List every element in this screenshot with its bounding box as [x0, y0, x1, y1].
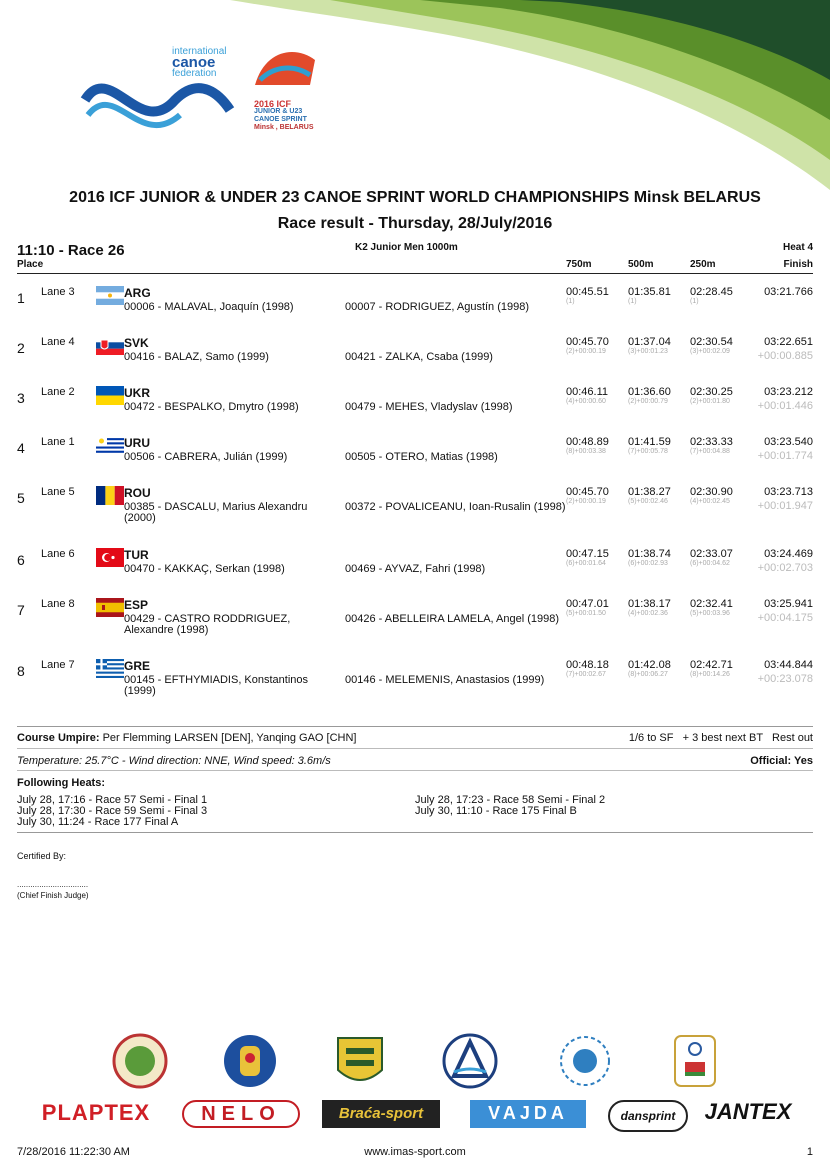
finish-time: 03:25.941	[764, 598, 813, 610]
result-nation: URU	[124, 436, 150, 450]
split-250-rank: (3)+00:02.09	[690, 348, 730, 355]
split-500: 01:38.17	[628, 598, 671, 610]
footer-url[interactable]: www.imas-sport.com	[364, 1146, 466, 1158]
split-250: 02:28.45	[690, 286, 733, 298]
split-500-rank: (6)+00:02.93	[628, 560, 668, 567]
col-place: Place	[17, 259, 44, 270]
weather-info: Temperature: 25.7°C - Wind direction: NNE, Wind speed: 3.6m/s	[17, 755, 331, 767]
icf-logo	[80, 40, 240, 150]
result-place: 2	[17, 340, 25, 356]
split-250: 02:42.71	[690, 659, 733, 671]
split-500-rank: (3)+00:01.23	[628, 348, 668, 355]
result-row	[17, 659, 813, 711]
split-750: 00:45.70	[566, 486, 609, 498]
result-athlete-1: 00006 - MALAVAL, Joaquín (1998)	[124, 301, 294, 313]
finish-difference: +00:01.774	[757, 450, 813, 462]
federation-emblem-4	[442, 1032, 498, 1090]
split-750: 00:45.70	[566, 336, 609, 348]
finish-difference: +00:01.446	[757, 400, 813, 412]
result-lane: Lane 4	[41, 336, 75, 348]
result-nation: GRE	[124, 659, 151, 673]
umpire-value: Per Flemming LARSEN [DEN], Yanqing GAO [CHN]	[102, 732, 357, 744]
page-title: 2016 ICF JUNIOR & UNDER 23 CANOE SPRINT WORLD CHAMPIONSHIPS Minsk BELARUS	[69, 189, 761, 206]
federation-emblem-6	[667, 1032, 723, 1090]
split-500-rank: (5)+00:02.46	[628, 498, 668, 505]
split-250-rank: (1)	[690, 298, 699, 305]
event-logo-line4: Minsk , BELARUS	[254, 124, 314, 131]
result-row	[17, 598, 813, 650]
col-750: 750m	[566, 259, 592, 270]
split-250: 02:30.25	[690, 386, 733, 398]
col-500: 500m	[628, 259, 654, 270]
signature-dots: ................................	[17, 880, 89, 889]
sponsor-dansprint-logo: dansprint	[608, 1100, 688, 1132]
sponsor-plaptex-logo: PLAPTEX	[41, 1100, 151, 1125]
flag-rou-icon	[96, 486, 124, 505]
finish-time: 03:24.469	[764, 548, 813, 560]
result-place: 3	[17, 390, 25, 406]
flag-gre-icon	[96, 659, 124, 678]
split-500: 01:42.08	[628, 659, 671, 671]
split-750: 00:46.11	[566, 386, 609, 398]
following-heat: July 28, 17:30 - Race 59 Semi - Final 3	[17, 805, 208, 817]
split-500: 01:38.74	[628, 548, 671, 560]
following-heat: July 30, 11:10 - Race 175 Final B	[415, 805, 577, 817]
officials-rule	[17, 726, 813, 727]
result-nation: UKR	[124, 386, 150, 400]
result-athlete-1: 00472 - BESPALKO, Dmytro (1998)	[124, 401, 299, 413]
footer-page-number: 1	[806, 1146, 813, 1158]
finish-difference: +00:02.703	[757, 562, 813, 574]
flag-arg-icon	[96, 286, 124, 305]
split-750: 00:48.89	[566, 436, 609, 448]
flag-tur-icon	[96, 548, 124, 567]
split-500-rank: (8)+00:06.27	[628, 671, 668, 678]
icf-logo-line3: federation	[172, 68, 217, 79]
footer-timestamp: 7/28/2016 11:22:30 AM	[17, 1146, 130, 1158]
finish-time: 03:23.212	[764, 386, 813, 398]
result-nation: ROU	[124, 486, 151, 500]
result-nation: SVK	[124, 336, 149, 350]
result-lane: Lane 7	[41, 659, 75, 671]
result-athlete-2: 00479 - MEHES, Vladyslav (1998)	[345, 401, 513, 413]
following-heats-left	[17, 795, 207, 828]
split-500: 01:37.04	[628, 336, 671, 348]
result-row	[17, 548, 813, 600]
split-500: 01:38.27	[628, 486, 671, 498]
result-place: 5	[17, 490, 25, 506]
header-rule	[17, 273, 813, 274]
result-athlete-1: 00385 - DASCALU, Marius Alexandru (2000)	[124, 501, 308, 524]
result-athlete-1: 00145 - EFTHYMIADIS, Konstantinos (1999)	[124, 674, 309, 697]
result-nation: ARG	[124, 286, 151, 300]
split-500-rank: (2)+00:00.79	[628, 398, 668, 405]
following-rule	[17, 770, 813, 771]
result-lane: Lane 8	[41, 598, 75, 610]
finish-difference: +00:00.885	[757, 350, 813, 362]
icf-logo-line1: international	[172, 46, 227, 57]
split-500: 01:36.60	[628, 386, 671, 398]
split-500-rank: (4)+00:02.36	[628, 610, 668, 617]
split-250: 02:32.41	[690, 598, 733, 610]
result-row	[17, 486, 813, 538]
result-row	[17, 436, 813, 488]
result-athlete-2: 00007 - RODRIGUEZ, Agustín (1998)	[345, 301, 530, 313]
finish-difference: +00:23.078	[757, 673, 813, 685]
result-athlete-1: 00506 - CABRERA, Julián (1999)	[124, 451, 288, 463]
split-250: 02:33.33	[690, 436, 733, 448]
col-250: 250m	[690, 259, 716, 270]
split-750: 00:48.18	[566, 659, 609, 671]
split-250: 02:30.54	[690, 336, 733, 348]
split-750-rank: (5)+00:01.50	[566, 610, 606, 617]
split-250-rank: (2)+00:01.80	[690, 398, 730, 405]
icf-logo-line2: canoe	[172, 54, 216, 71]
result-athlete-1: 00470 - KAKKAÇ, Serkan (1998)	[124, 563, 285, 575]
event-logo	[250, 40, 320, 140]
split-750-rank: (7)+00:02.67	[566, 671, 606, 678]
split-250-rank: (5)+00:03.96	[690, 610, 730, 617]
federation-emblem-3	[332, 1032, 388, 1090]
split-250-rank: (8)+00:14.26	[690, 671, 730, 678]
split-250: 02:33.07	[690, 548, 733, 560]
split-250-rank: (4)+00:02.45	[690, 498, 730, 505]
result-nation: TUR	[124, 548, 149, 562]
result-athlete-2: 00372 - POVALICEANU, Ioan-Rusalin (1998)	[345, 501, 566, 513]
following-heats-right	[415, 795, 605, 817]
result-place: 4	[17, 440, 25, 456]
progression-rule: 1/6 to SF + 3 best next BT Rest out	[628, 732, 813, 744]
split-750-rank: (6)+00:01.64	[566, 560, 606, 567]
result-lane: Lane 2	[41, 386, 75, 398]
certified-label: Certified By:	[17, 851, 67, 861]
split-750: 00:45.51	[566, 286, 609, 298]
sponsor-jantex-logo: JANTEX	[704, 1099, 792, 1124]
result-row	[17, 386, 813, 438]
result-place: 6	[17, 552, 25, 568]
result-athlete-2: 00469 - AYVAZ, Fahri (1998)	[345, 563, 486, 575]
finish-time: 03:23.540	[764, 436, 813, 448]
split-250-rank: (7)+00:04.88	[690, 448, 730, 455]
weather-rule	[17, 748, 813, 749]
event-logo-line3: CANOE SPRINT	[254, 116, 307, 123]
finish-time: 03:44.844	[764, 659, 813, 671]
event-logo-line1: 2016 ICF	[254, 99, 292, 109]
result-place: 1	[17, 290, 25, 306]
split-500: 01:41.59	[628, 436, 671, 448]
following-heat: July 28, 17:16 - Race 57 Semi - Final 1	[17, 794, 208, 806]
result-lane: Lane 5	[41, 486, 75, 498]
following-heat: July 28, 17:23 - Race 58 Semi - Final 2	[415, 794, 606, 806]
finish-time: 03:21.766	[764, 286, 813, 298]
flag-uru-icon	[96, 436, 124, 455]
page-subtitle: Race result - Thursday, 28/July/2016	[277, 215, 553, 232]
result-athlete-2: 00505 - OTERO, Matias (1998)	[345, 451, 498, 463]
event-logo-line2: JUNIOR & U23	[254, 108, 303, 115]
result-lane: Lane 3	[41, 286, 75, 298]
race-time-number: 11:10 - Race 26	[17, 242, 125, 259]
split-750-rank: (2)+00:00.19	[566, 498, 606, 505]
col-finish: Finish	[783, 259, 813, 270]
result-lane: Lane 1	[41, 436, 75, 448]
flag-ukr-icon	[96, 386, 124, 405]
result-athlete-2: 00426 - ABELLEIRA LAMELA, Angel (1998)	[345, 613, 560, 625]
federation-emblem-2	[222, 1032, 278, 1090]
split-750-rank: (8)+00:03.38	[566, 448, 606, 455]
result-athlete-2: 00146 - MELEMENIS, Anastasios (1999)	[345, 674, 545, 686]
following-heat: July 30, 11:24 - Race 177 Final A	[17, 816, 179, 828]
split-500: 01:35.81	[628, 286, 671, 298]
finish-difference: +00:01.947	[757, 500, 813, 512]
split-500-rank: (1)	[628, 298, 637, 305]
umpire-label: Course Umpire:	[17, 732, 100, 744]
event-name: K2 Junior Men 1000m	[355, 242, 458, 253]
result-place: 8	[17, 663, 25, 679]
chief-judge-label: (Chief Finish Judge)	[17, 891, 89, 900]
finish-time: 03:22.651	[764, 336, 813, 348]
certified-rule	[17, 832, 813, 833]
result-row	[17, 286, 813, 338]
course-umpire	[17, 732, 357, 744]
following-heats-label: Following Heats:	[17, 777, 105, 789]
sponsor-nelo-logo: NELO	[182, 1100, 300, 1128]
split-750-rank: (4)+00:00.60	[566, 398, 606, 405]
sponsor-braca-logo: Braća-sport	[322, 1100, 440, 1128]
result-row	[17, 336, 813, 388]
finish-time: 03:23.713	[764, 486, 813, 498]
split-250-rank: (6)+00:04.62	[690, 560, 730, 567]
split-500-rank: (7)+00:05.78	[628, 448, 668, 455]
official-status: Official: Yes	[750, 755, 813, 767]
flag-svk-icon	[96, 336, 124, 355]
split-750-rank: (2)+00:00.19	[566, 348, 606, 355]
split-250: 02:30.90	[690, 486, 733, 498]
flag-esp-icon	[96, 598, 124, 617]
result-nation: ESP	[124, 598, 149, 612]
sponsor-vajda-logo: VAJDA	[470, 1100, 586, 1128]
result-athlete-1: 00416 - BALAZ, Samo (1999)	[124, 351, 269, 363]
result-athlete-1: 00429 - CASTRO RODDRIGUEZ, Alexandre (1998)	[124, 613, 291, 636]
split-750-rank: (1)	[566, 298, 575, 305]
result-place: 7	[17, 602, 25, 618]
finish-difference: +00:04.175	[757, 612, 813, 624]
split-750: 00:47.15	[566, 548, 609, 560]
split-750: 00:47.01	[566, 598, 609, 610]
heat-label: Heat 4	[782, 242, 813, 253]
result-athlete-2: 00421 - ZALKA, Csaba (1999)	[345, 351, 493, 363]
federation-emblem-1	[112, 1032, 168, 1090]
federation-emblem-5	[557, 1032, 613, 1090]
result-lane: Lane 6	[41, 548, 75, 560]
